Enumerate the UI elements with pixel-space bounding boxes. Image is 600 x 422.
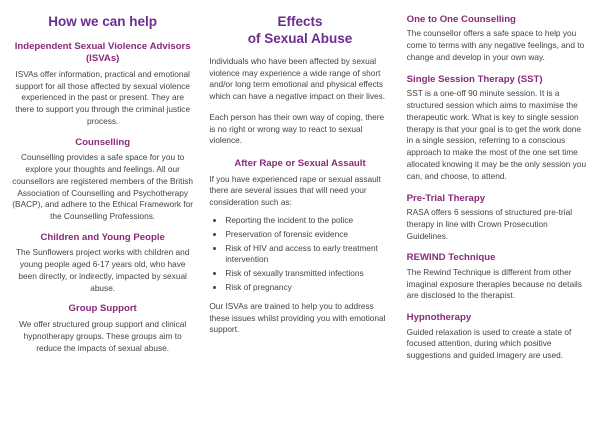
section-children-young-people: [12, 232, 193, 295]
section-heading-single-session-therapy: Single Session Therapy (SST): [406, 73, 543, 85]
list-item: • Risk of pregnancy: [225, 282, 390, 294]
section-text-group-support: We offer structured group support and clinical hypnotherapy groups. These groups aim to reduce the impacts of sexual abuse.: [19, 318, 187, 353]
middle-column-title-line2: of Sexual Abuse: [247, 30, 353, 46]
section-heading-rewind-technique: REWIND Technique: [406, 252, 496, 264]
section-text-isva: ISVAs offer information, practical and emotional support for all those affected by sexual violence experienced in the past or present. They are there to support you through the criminal justice process.: [15, 68, 191, 126]
list-item: • Reporting the incident to the police: [225, 215, 390, 227]
section-group-support: [12, 303, 193, 354]
section-hypnotherapy: [407, 312, 588, 362]
section-text-pre-trial-therapy: RASA offers 6 sessions of structured pre-trial therapy in line with Crown Prosecution Guidelines.: [406, 207, 573, 241]
section-isva: [12, 41, 193, 128]
isva-closing-text: Our ISVAs are trained to help you to address these issues whilst providing you with emotional support.: [209, 300, 386, 335]
section-text-hypnotherapy: Guided relaxation is used to create a state of focused attention, during which positive suggestions and guided imagery are used.: [406, 326, 572, 361]
section-pre-trial-therapy: [407, 193, 588, 243]
column-therapies: [407, 14, 588, 412]
section-counselling: [12, 137, 193, 223]
section-rewind-technique: [407, 252, 588, 302]
section-heading-after-rape-or-sexual-assault: After Rape or Sexual Assault: [234, 158, 366, 170]
section-text-single-session-therapy: SST is a one-off 90 minute session. It is a structured session which aims to maximise the therapeutic work. What is key to single session therapy is that your goal is to get the work done in a single session, referring to a conscious approach to make the most of the one set time allocated knowing it may be the only session you can, and choose, to attend.: [406, 88, 587, 181]
middle-column-title-line1: Effects: [277, 14, 323, 29]
section-single-session-therapy: [407, 74, 588, 183]
effects-paragraph-1: Individuals who have been affected by sexual violence may experience a wide range of short and/or long term emotional and physical effects which can have a negative impact on their lives.: [209, 55, 386, 102]
section-text-one-to-one-counselling: The counsellor offers a safe space to help you come to terms with any negative feelings, and to change and develop in your own way.: [406, 28, 585, 63]
list-item: • Risk of sexually transmitted infections: [225, 268, 390, 280]
section-heading-pre-trial-therapy: Pre-Trial Therapy: [406, 192, 486, 204]
list-item: • Risk of HIV and access to early treatment intervention: [225, 243, 390, 267]
consideration-list: [209, 215, 390, 294]
section-heading-one-to-one-counselling: One to One Counselling: [406, 14, 516, 25]
section-heading-isva: Independent Sexual Violence Advisors (ISVAs): [14, 40, 191, 65]
section-heading-hypnotherapy: Hypnotherapy: [406, 312, 472, 324]
section-one-to-one-counselling: [407, 14, 588, 64]
column-effects-of-sexual-abuse: [209, 14, 390, 412]
section-text-rewind-technique: The Rewind Technique is different from other imaginal exposure therapies because no details are disclosed to the therapist.: [406, 266, 582, 301]
middle-column-title: [209, 14, 390, 48]
after-rape-intro-text: If you have experienced rape or sexual assault there are several issues that will need your consideration such as:: [209, 173, 381, 208]
section-heading-children-young-people: Children and Young People: [40, 231, 165, 243]
effects-paragraph-2: Each person has their own way of coping, there is no right or wrong way to react to sexual violence.: [209, 111, 385, 146]
left-column-title: How we can help: [48, 14, 158, 29]
section-heading-counselling: Counselling: [75, 136, 131, 148]
column-how-we-can-help: [12, 14, 193, 412]
section-text-children-young-people: The Sunflowers project works with children and young people aged 6-17 years old, who have been directly, or indirectly, impacted by sexual abuse.: [15, 247, 190, 293]
section-text-counselling: Counselling provides a safe space for you to explore your thoughts and feelings. All our counsellors are registered members of the British Association of Counselling and Psychotherapy (BACP), and adhere to the Ethical Framework for the Counselling Professions.: [12, 152, 194, 222]
list-item: • Preservation of forensic evidence: [225, 229, 390, 241]
section-heading-group-support: Group Support: [68, 303, 137, 315]
